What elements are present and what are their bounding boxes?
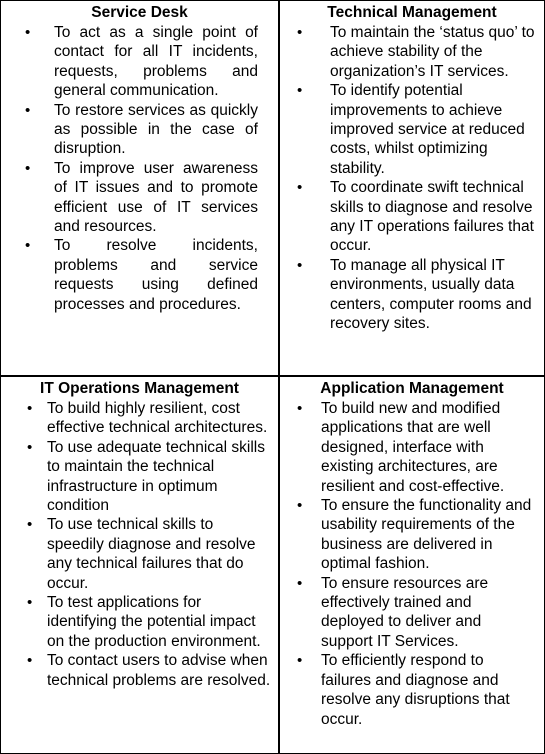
list-item-text: To manage all physical IT environments, usually data centers, computer rooms and recovery sites. bbox=[330, 256, 532, 333]
list-item-text: To improve user awareness of IT issues and to promote efficient use of IT services and resources. bbox=[54, 159, 258, 236]
service-desk-heading: Service Desk bbox=[91, 4, 188, 21]
list-item-text: To maintain the ‘status quo’ to achieve stability of the organization’s IT services. bbox=[330, 24, 535, 80]
list-item-text: To ensure resources are effectively trained and deployed to deliver and support IT Services. bbox=[321, 574, 489, 650]
list-item-text: To efficiently respond to failures and diagnose and resolve any disruptions that occur. bbox=[321, 652, 510, 728]
list-item-text: To act as a single point of contact for all IT incidents, requests, problems and general communication. bbox=[54, 24, 258, 100]
bullet-icon: • bbox=[297, 400, 303, 417]
service-desk-cell bbox=[1, 1, 278, 375]
service-desk-list bbox=[1, 23, 278, 314]
list-item-text: To coordinate swift technical skills to diagnose and resolve any IT operations failures that occur. bbox=[330, 179, 534, 255]
technical-management-heading: Technical Management bbox=[327, 4, 497, 21]
list-item-text: To ensure the functionality and usability requirements of the business are delivered in optimal fashion. bbox=[321, 497, 532, 573]
it-operations-management-cell bbox=[1, 377, 278, 753]
list-item-text: To contact users to advise when technical problems are resolved. bbox=[47, 652, 271, 689]
list-item-text: To identify potential improvements to achieve improved service at reduced costs, whilst optimizing stability. bbox=[330, 82, 525, 177]
list-item bbox=[1, 23, 278, 101]
list-item bbox=[280, 256, 544, 334]
bullet-icon: • bbox=[297, 574, 303, 592]
list-item bbox=[280, 651, 544, 729]
list-item-text: To restore services as quickly as possible in the case of disruption. bbox=[54, 101, 258, 158]
list-item bbox=[1, 593, 278, 651]
bullet-icon: • bbox=[25, 24, 31, 41]
it-operations-management-heading: IT Operations Management bbox=[40, 380, 239, 397]
list-item bbox=[1, 515, 278, 593]
application-management-cell bbox=[280, 377, 544, 753]
technical-management-cell bbox=[280, 1, 544, 375]
list-item bbox=[1, 438, 278, 516]
list-item-text: To build new and modified applications that are well designed, interface with existing architectures, are resilient and cost-effective. bbox=[321, 400, 505, 495]
list-item bbox=[280, 496, 544, 574]
list-item-text: To test applications for identifying the potential impact on the production environment. bbox=[47, 594, 261, 650]
list-item-text: To build highly resilient, cost effective technical architectures. bbox=[47, 400, 268, 437]
bullet-icon: • bbox=[27, 652, 33, 670]
bullet-icon: • bbox=[297, 24, 303, 41]
bullet-icon: • bbox=[297, 179, 303, 197]
bullet-icon: • bbox=[25, 237, 31, 255]
application-management-heading: Application Management bbox=[320, 380, 504, 397]
list-item bbox=[280, 574, 544, 652]
application-management-list bbox=[280, 399, 544, 729]
bullet-icon: • bbox=[27, 594, 33, 612]
bullet-icon: • bbox=[27, 400, 33, 417]
bullet-icon: • bbox=[297, 497, 303, 515]
bullet-icon: • bbox=[297, 256, 303, 274]
list-item bbox=[1, 399, 278, 438]
bullet-icon: • bbox=[297, 652, 303, 670]
list-item bbox=[280, 81, 544, 178]
bullet-icon: • bbox=[27, 438, 33, 456]
technical-management-list bbox=[280, 23, 544, 334]
list-item-text: To use technical skills to speedily diagnose and resolve any technical failures that do occur. bbox=[47, 516, 256, 592]
bullet-icon: • bbox=[25, 159, 31, 177]
it-operations-management-list bbox=[1, 399, 278, 690]
list-item bbox=[1, 651, 278, 690]
list-item bbox=[1, 236, 278, 314]
list-item-text: To use adequate technical skills to maintain the technical infrastructure in optimum condition bbox=[47, 438, 265, 515]
list-item bbox=[1, 159, 278, 237]
list-item bbox=[1, 101, 278, 159]
list-item bbox=[280, 178, 544, 256]
list-item bbox=[280, 399, 544, 496]
list-item-text: To resolve incidents, problems and service requests using defined processes and procedures. bbox=[54, 237, 258, 313]
bullet-icon: • bbox=[297, 82, 303, 100]
bullet-icon: • bbox=[25, 101, 31, 119]
bullet-icon: • bbox=[27, 516, 33, 534]
list-item bbox=[280, 23, 544, 81]
